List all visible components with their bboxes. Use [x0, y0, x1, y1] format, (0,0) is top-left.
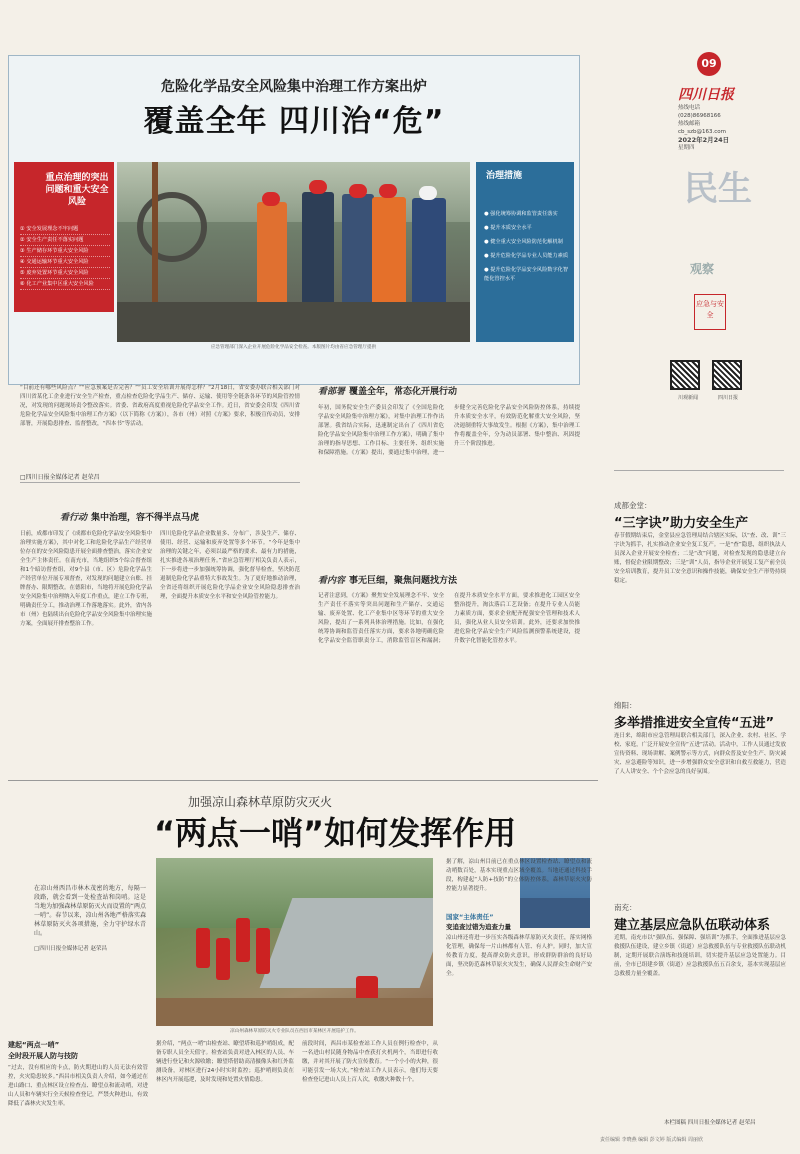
bottom-body-text: 据介绍，“两点一哨”由检查站、瞭望塔和巡护哨组成，配备专职人员全天值守。检查站负责对进入林区的人员、车辆进行登记和火源收缴；瞭望塔借助高清摄像头和红外监测设备，对林区进行24小时实时监控；巡护哨则负责在林区内开展巡逻，及时发现和处置火情隐患。: [156, 1041, 294, 1083]
contact-info: 热线电话 (028)86968166 热线邮箱 cb_szb@163.com 2022年2月24日 星期四: [678, 105, 730, 151]
divider: [8, 780, 598, 781]
story-body: 春节假期结束后，金堂县应急管理局结合辖区实际，以“查、改、训”三字诀为抓手，扎实推动企业安全复工复产。一是“查”隐患，组织执法人员深入企业开展安全检查；二是“改”问题，对检查发现的隐患建立台账，督促企业限期整改；三是“训”人员，指导企业开展复工复产前全员安全培训教育，提升员工安全意识和操作技能，确保安全生产形势持续稳定。: [614, 533, 786, 584]
red-panel-item: ⑥ 化工产业集中区重大安全风险: [20, 279, 110, 290]
bottom-byline: □四川日报全媒体记者 赵荣昌: [34, 946, 107, 952]
red-info-panel: [14, 162, 114, 312]
story-title: 建立基层应急队伍联动体系: [614, 918, 771, 933]
section-subtitle: 观察: [690, 262, 715, 276]
qr-code-icon: [670, 360, 700, 390]
left-body-text-2: 四川危险化学品企业数量多、分布广，涉及生产、储存、使用、经营、运输和废弃处置等多个环节。“今年是集中治理的关键之年，必须以最严格的要求、最有力的措施，扎实推进各项治理任务。”省应急管理厅相关负责人表示，下一步将进一步加强统筹协调，强化督导检查，坚决防范遏制危险化学品重特大事故发生。为了更好地推动治理，全省还将组织开展危险化学品企业安全风险隐患排查治理，全面提升本质安全水平和安全风险管控能力。: [160, 531, 300, 600]
story-body: 连日来，绵阳市应急管理局联合相关部门，深入企业、农村、社区、学校、家庭，广泛开展安全宣传“五进”活动。活动中，工作人员通过发放宣传资料、现场讲解、案例警示等方式，向群众普及安全生产、防灾减灾、应急避险等知识，进一步增强群众安全意识和自救互救能力，营造了人人讲安全、个个会应急的良好氛围。: [614, 733, 786, 775]
top-headline: 覆盖全年 四川治“危”: [143, 104, 445, 139]
bottom-body-text: 前段时间，西昌市某检查站工作人员在例行检查中，从一名进山村民随身物品中查获打火机两个，当即进行收缴，并对其开展了防火宣传教育。“一个小小的火种，很可能引发一场大火。”检查站工作人员表示，他们每天要检查登记进山人员上百人次，收缴火种数十个。: [302, 1041, 438, 1083]
bottom-subheading: 变追查过错为追查力量: [446, 923, 511, 931]
bottom-subheading: 国家“主体责任”: [446, 913, 494, 921]
story-body: 近期，南充市以“强队伍、强保障、强培训”为抓手，全面推进基层应急救援队伍建设，建立乡镇（街道）应急救援队伍与专业救援队伍联动机制，定期开展联合演练和技能培训，切实提升基层应急处置能力。目前，全市已组建乡镇（街道）应急救援队伍五百余支，基本实现基层应急救援力量全覆盖。: [614, 935, 786, 977]
bottom-body-text: “过去，没有相应的卡点，防火期进山的人员无法有效管控，火灾隐患较多。”西昌市相关负责人介绍，如今通过在进山路口、重点林区设立检查点、瞭望点和流动哨，对进山人员和车辆实行全天候检查登记，严禁火种进山，有效降低了森林火灾发生率。: [8, 1065, 148, 1107]
intro-paragraph: “目前还有哪些风险点？”“应急预案是否完善？”“员工安全培训开展得怎样？”2月18日，省安委办联合相关部门对四川省某化工企业进行安全生产检查，重点检查危险化学品生产、储存、运输、使用等全链条各环节的风险管控情况，对发现的问题现场责令整改落实。省委、省政府高度重视危险化学品安全工作。近日，省安委会印发《四川省危险化学品安全风险集中治理工作方案》（以下简称《方案》），各市（州）对照《方案》要求，积极宣传动员，安排部署，开展隐患排查、监督整改，“四本书”等活动。: [20, 385, 300, 427]
bottom-body-text: 据了解，凉山州目前已在重点林区设置检查站、瞭望点和流动哨数百处，基本实现重点区域全覆盖。当地还通过科技手段，构建起“人防+技防”的立体防控体系，森林草原火灾防控能力显著提升。: [446, 859, 592, 892]
bottom-subheading-2: 全时段开展人防与技防: [8, 1052, 78, 1060]
divider: [20, 482, 300, 483]
qr-label: 四川日报: [717, 395, 738, 401]
mid-section-heading-2: 看内容 事无巨细，聚焦问题找方法: [318, 576, 458, 586]
bottom-subheading: 建起“两点一哨”: [8, 1041, 60, 1049]
blue-panel-list: [484, 210, 570, 289]
mid-section-heading-1: 看部署 覆盖全年，常态化开展行动: [318, 387, 458, 397]
red-panel-item: ④ 交通运输环节重大安全风险: [20, 257, 110, 268]
blue-panel-item: ● 提升本质安全水平: [484, 225, 532, 231]
divider: [614, 470, 784, 471]
blue-panel-item: ● 强化统筹协调和监管责任落实: [484, 211, 558, 217]
qr-label: 川观新闻: [677, 395, 698, 401]
red-panel-list: [20, 224, 110, 290]
patrol-photo: [156, 858, 433, 1026]
blue-panel-title: 治理措施: [486, 171, 523, 181]
section-title: 民生: [684, 169, 752, 209]
story-location: 绵阳：: [614, 701, 637, 710]
bottom-intro: 在凉山州西昌市林木茂密的地方，每隔一段路，就会看到一处检查站和岗哨。这是当地为加强森林草原防灭火而设置的“两点一哨”。春节以来，凉山州各地严格落实森林草原防灭火各项措施，全力守护绿水青山。: [34, 885, 146, 937]
story-title: “三字诀”助力安全生产: [614, 516, 749, 531]
story-location: 南充：: [614, 903, 637, 912]
section-tag: 应急与安全: [694, 294, 726, 330]
red-panel-title: 重点治理的突出问题和重大安全风险: [45, 173, 109, 207]
top-byline: □四川日报全媒体记者 赵荣昌: [20, 474, 100, 481]
red-panel-item: ① 安全发展理念不牢问题: [20, 224, 110, 235]
blue-info-panel: [476, 162, 574, 342]
story-location: 成都金堂：: [614, 501, 652, 510]
photo-caption: 应急管理部门深入企业开展危险化学品安全检查。本版图片均由省应急管理厅提供: [210, 345, 377, 350]
blue-panel-item: ● 健全重大安全风险防范化解机制: [484, 239, 563, 245]
red-panel-item: ③ 生产储存环节重大安全风险: [20, 246, 110, 257]
blue-panel-item: ● 提升危险化学品安全风险数字化智能化管控水平: [484, 267, 569, 282]
top-kicker: 危险化学品安全风险集中治理工作方案出炉: [161, 79, 427, 95]
bottom-kicker: 加强凉山森林草原防灾灭火: [188, 795, 333, 809]
blue-panel-item: ● 提升危险化学品专业人员能力素质: [484, 253, 569, 259]
right-byline: 本栏图稿 四川日报全媒体记者 赵荣昌: [664, 1120, 756, 1126]
qr-code-icon: [712, 360, 742, 390]
inspection-photo: [117, 162, 470, 342]
paper-logo: 四川日报: [678, 87, 734, 103]
red-panel-item: ⑤ 废弃处置环节重大安全风险: [20, 268, 110, 279]
page-number-badge: 09: [697, 52, 721, 76]
bottom-headline: “两点一哨”如何发挥作用: [154, 814, 517, 852]
left-section-heading: 看行动 集中治理，容不得半点马虎: [60, 513, 200, 523]
red-panel-item: ② 安全生产责任不落实问题: [20, 235, 110, 246]
mid-body-text-1: 年初，国务院安全生产委员会印发了《全国危险化学品安全风险集中治理方案》，对集中治理工作作出部署。我省结合实际，迅速制定出台了《四川省危险化学品安全风险集中治理工作方案》，明确了集中治理的指导思想、工作目标、主要任务、组织实施和保障措施。《方案》提出，要通过集中治理，进一步健全完善危险化学品安全风险防控体系，持续提升本质安全水平，有效防范化解重大安全风险，坚决遏制重特大事故发生。根据《方案》，集中治理工作将覆盖全年，分为动员部署、集中整治、巩固提升三个阶段推进。: [318, 405, 580, 456]
photo-caption: 凉山州森林草原防灭火专业队员在西昌市某林区开展巡护工作。: [230, 1029, 359, 1034]
bottom-body-text: 凉山州还将进一步压实各级森林草原防灭火责任，落实网格化管理，确保每一片山林都有人管、有人护。同时，加大宣传教育力度，提高群众防火意识，形成群防群治的良好局面，坚决防范森林草原火灾发生，确保人民群众生命财产安全。: [446, 935, 592, 977]
left-body-text: 日前，成都市印发了《成都市危险化学品安全风险集中治理实施方案》，其中对化工和危险化学品生产经营单位存在的安全风险隐患开展全面排查整治，落实企业安全生产主体责任。在南充市，当地组织5个综合督查组和1个暗访督查组，对9个县（市、区）危险化学品生产经营单位开展专项督查，对发现的问题建立台账、挂牌督办、限期整改。在德阳市，当地将开展危险化学品安全风险集中治理纳入年度工作重点，建立工作专班，明确责任分工，推动治理工作落地落实。此外，省内各市（州）也陆续出台危险化学品安全风险集中治理实施方案，全面展开排查整治工作。: [20, 531, 152, 627]
footer-credits: 责任编辑 李晓燕 编辑 彭文婷 版式编辑 周丽欣: [600, 1137, 703, 1143]
story-title: 多举措推进安全宣传“五进”: [614, 716, 775, 731]
mid-body-text-2: 记者注意到，《方案》聚焦安全发展理念不牢、安全生产责任不落实等突出问题和生产储存、交通运输、废弃处置、化工产业集中区等环节的重大安全风险，提出了一系列具体治理措施。比如，在强化统筹协调和监管责任落实方面，要求各地明确危险化学品安全监管职责分工，消除监管盲区和漏洞；在提升本质安全水平方面，要求推进化工园区安全整治提升，淘汰落后工艺设备；在提升专业人员能力素质方面，要求企业配齐配强安全管理和技术人员，强化从业人员安全培训。此外，还要求加快推进危险化学品安全生产风险监测预警系统建设，提升数字化智能化管控水平。: [318, 593, 580, 644]
